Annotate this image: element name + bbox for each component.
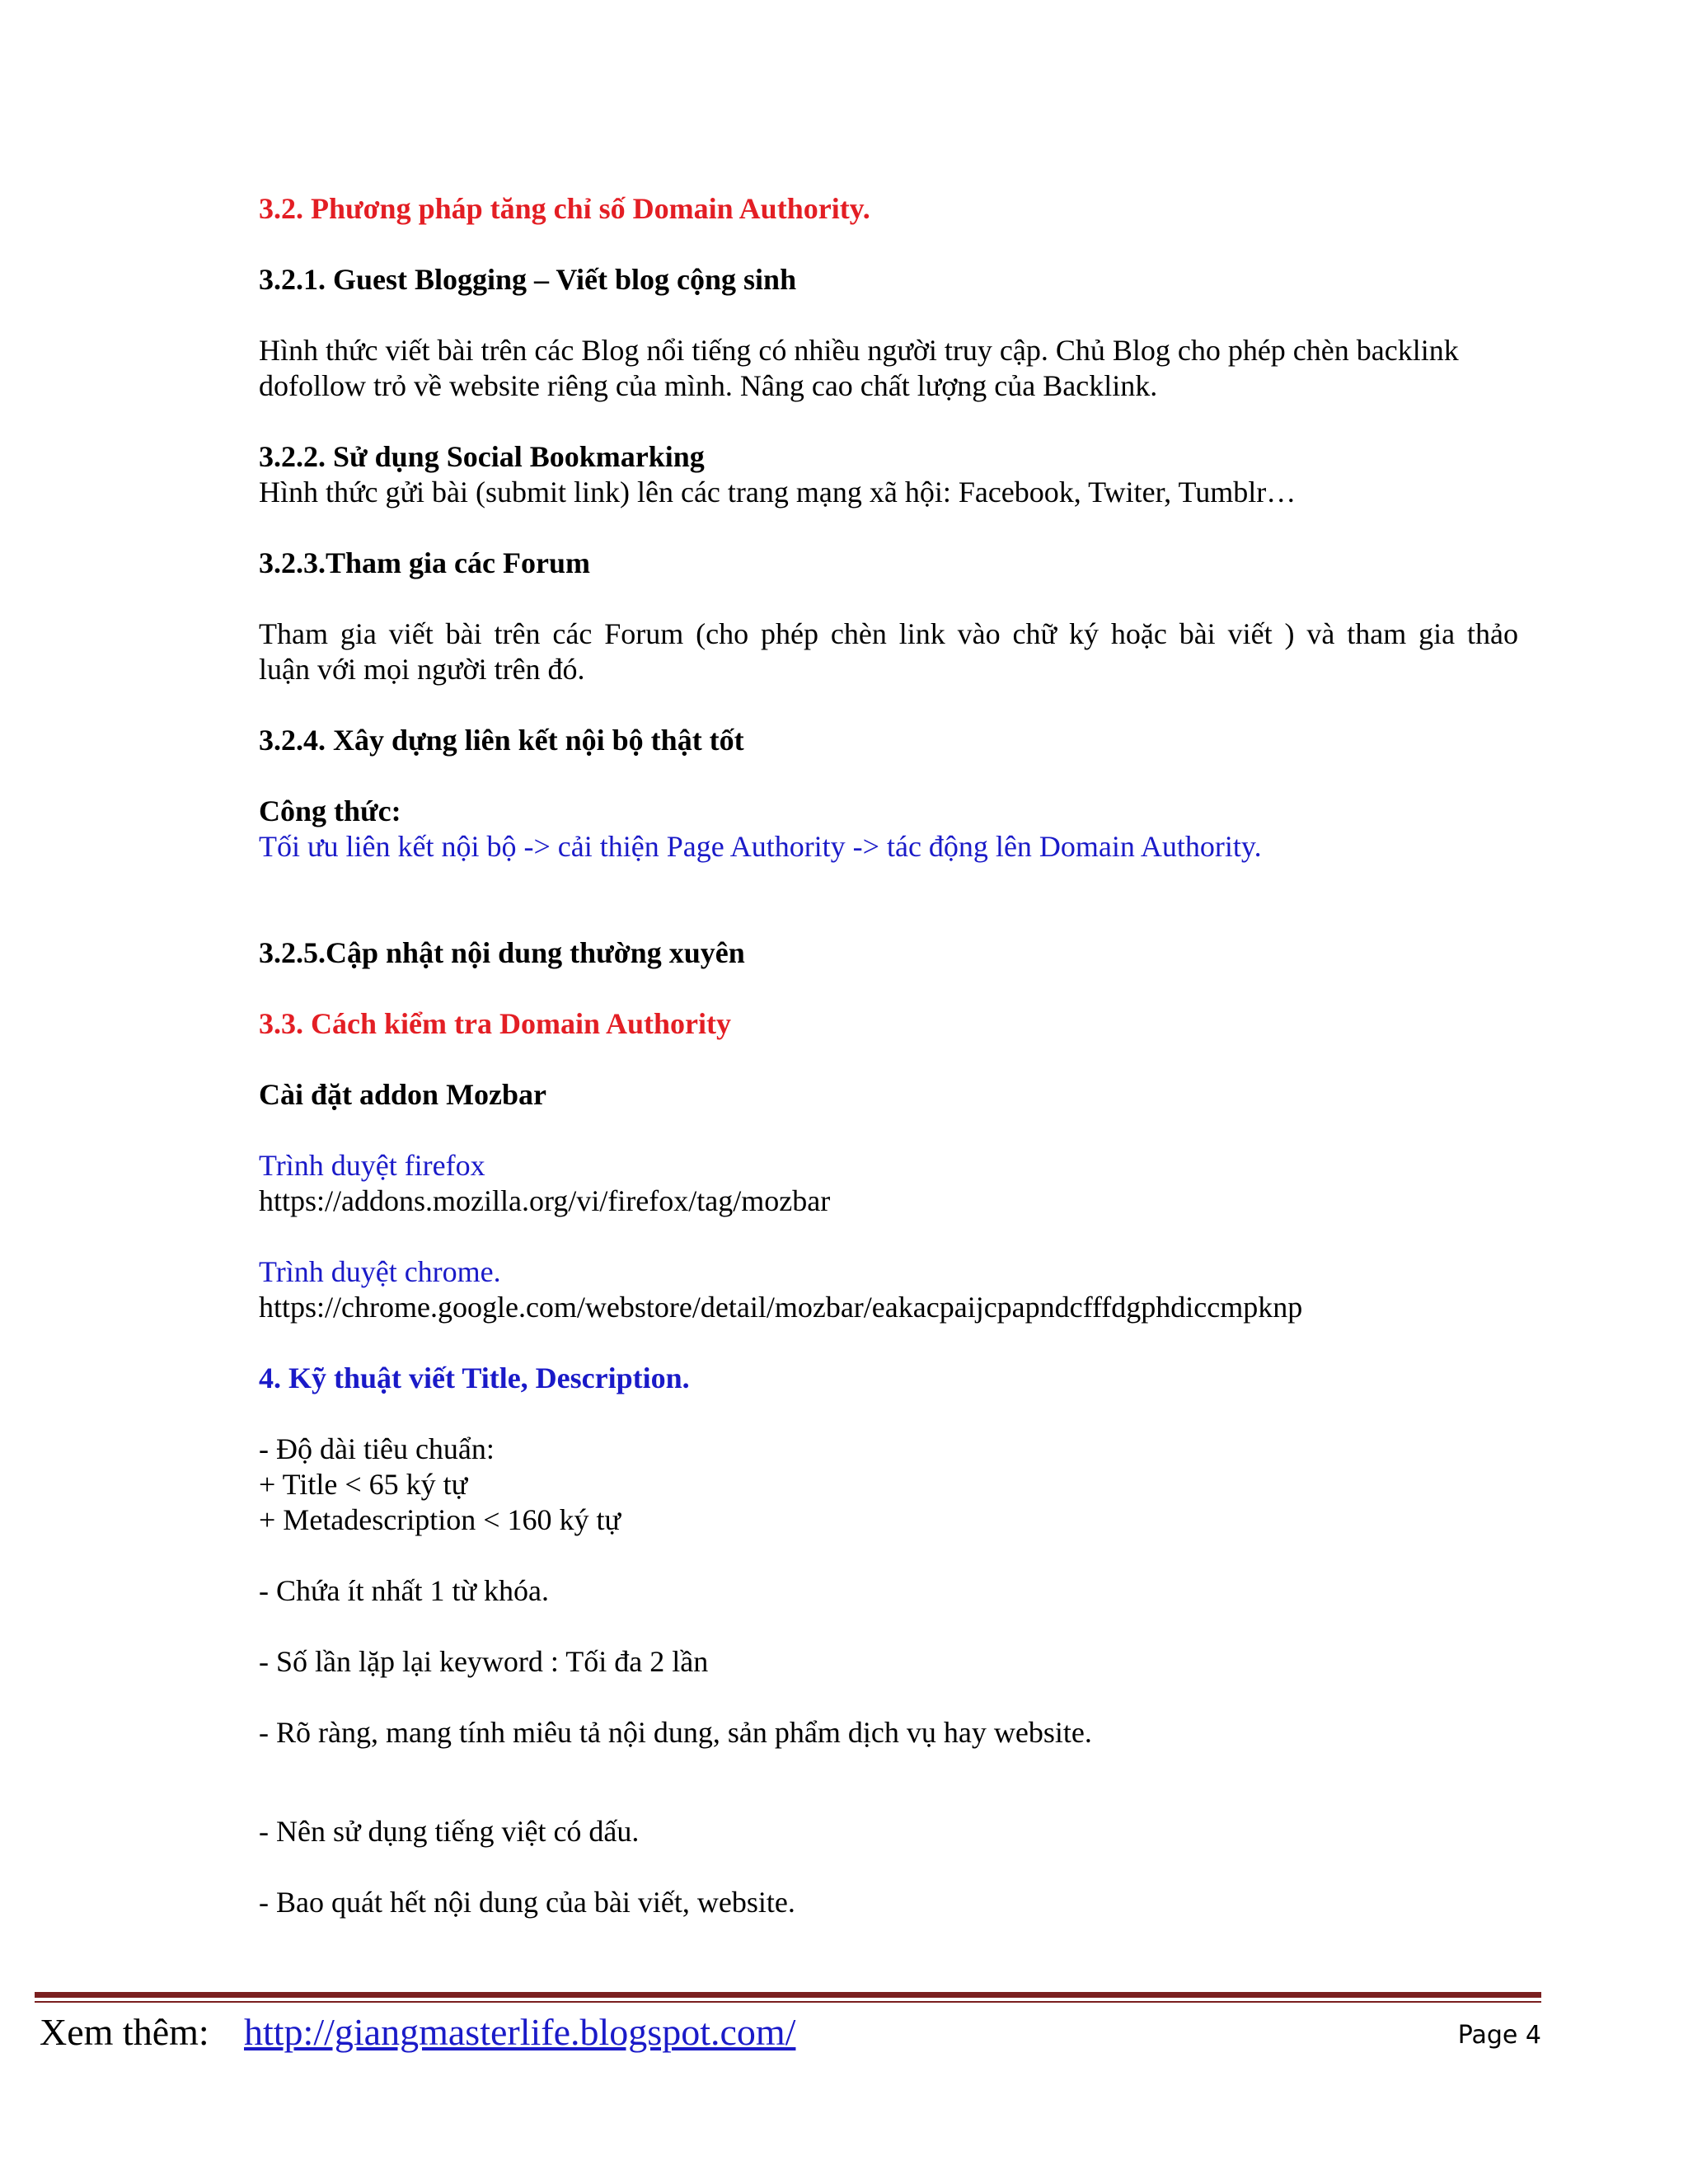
chrome-label: Trình duyệt chrome.	[259, 1255, 501, 1288]
formula-text: Tối ưu liên kết nội bộ -> cải thiện Page Authority -> tác động lên Domain Authority.	[259, 830, 1262, 863]
section-3-2-3-text-line-2: luận với mọi người trên đó.	[259, 653, 585, 686]
page-body	[259, 191, 1518, 1920]
footer-divider-thin	[35, 2001, 1541, 2003]
section-3-3-title: 3.3. Cách kiểm tra Domain Authority	[259, 1007, 731, 1040]
chrome-url: https://chrome.google.com/webstore/detail/mozbar/eakacpaijcpapndcfffdgphdiccmpknp	[259, 1291, 1303, 1324]
footer-blog-link[interactable]: http://giangmasterlife.blogspot.com/	[244, 2011, 796, 2053]
list-item: - Chứa ít nhất 1 từ khóa.	[259, 1574, 549, 1607]
section-3-2-1-text-line-2: dofollow trỏ về website riêng của mình. Nâng cao chất lượng của Backlink.	[259, 369, 1158, 402]
list-item: - Số lần lặp lại keyword : Tối đa 2 lần	[259, 1645, 709, 1678]
section-4-title: 4. Kỹ thuật viết Title, Description.	[259, 1361, 690, 1394]
mozbar-title: Cài đặt addon Mozbar	[259, 1078, 547, 1111]
firefox-label: Trình duyệt firefox	[259, 1149, 485, 1182]
firefox-url: https://addons.mozilla.org/vi/firefox/tag/mozbar	[259, 1184, 831, 1217]
page-footer	[40, 2009, 1541, 2059]
list-item: + Metadescription < 160 ký tự	[259, 1503, 621, 1536]
section-3-2-1-text-line-1: Hình thức viết bài trên các Blog nổi tiếng có nhiều người truy cập. Chủ Blog cho phép chèn backlink	[259, 334, 1459, 367]
list-item: + Title < 65 ký tự	[259, 1468, 468, 1501]
list-item: - Độ dài tiêu chuẩn:	[259, 1432, 495, 1465]
section-3-2-2-title: 3.2.2. Sử dụng Social Bookmarking	[259, 440, 705, 473]
formula-label: Công thức:	[259, 794, 401, 827]
section-3-2-2-text: Hình thức gửi bài (submit link) lên các trang mạng xã hội: Facebook, Twiter, Tumblr…	[259, 476, 1296, 509]
footer-label: Xem thêm:	[40, 2011, 209, 2053]
section-3-2-4-title: 3.2.4. Xây dựng liên kết nội bộ thật tốt	[259, 724, 744, 757]
section-3-2-title: 3.2. Phương pháp tăng chỉ số Domain Authority.	[259, 192, 870, 225]
list-item: - Rõ ràng, mang tính miêu tả nội dung, sản phẩm dịch vụ hay website.	[259, 1716, 1092, 1749]
section-3-2-5-title: 3.2.5.Cập nhật nội dung thường xuyên	[259, 936, 745, 969]
list-item: - Bao quát hết nội dung của bài viết, website.	[259, 1886, 795, 1919]
list-item: - Nên sử dụng tiếng việt có dấu.	[259, 1815, 640, 1848]
section-3-2-1-title: 3.2.1. Guest Blogging – Viết blog cộng sinh	[259, 263, 797, 296]
section-3-2-3-title: 3.2.3.Tham gia các Forum	[259, 546, 590, 579]
page-number: Page 4	[1457, 2021, 1541, 2050]
footer-divider-thick	[35, 1992, 1541, 1998]
section-3-2-3-text-line-1: Tham gia viết bài trên các Forum (cho phép chèn link vào chữ ký hoặc bài viết ) và tham gia thảo	[259, 617, 1518, 650]
